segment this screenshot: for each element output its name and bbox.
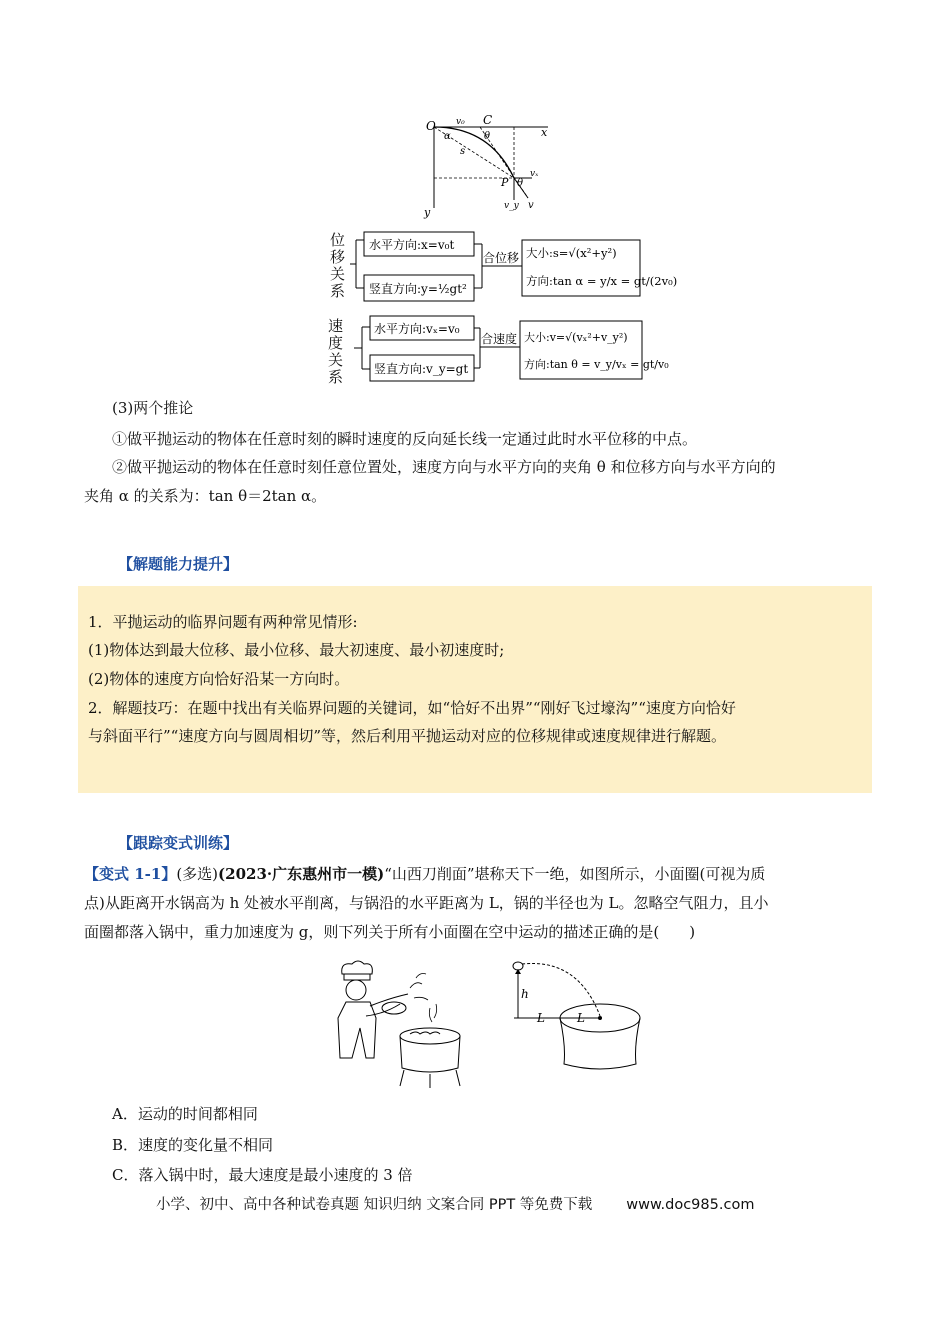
section-heading-problem-solving: 【解题能力提升】	[118, 555, 239, 573]
problem-line-1	[84, 864, 765, 884]
tip-line-2: (1)物体达到最大位移、最小位移、最大初速度、最小初速度时;	[88, 641, 505, 659]
option-c: C．落入锅中时，最大速度是最小速度的 3 倍	[112, 1166, 413, 1184]
fig-label-L1: L	[537, 1011, 545, 1025]
problem-tag: 【变式 1-1】	[84, 865, 177, 883]
velocity-direction: 方向:tan θ = v_y/vₓ = gt/v₀	[524, 358, 669, 371]
label-v: v	[528, 200, 534, 211]
footer	[156, 1193, 754, 1214]
velocity-combine: 合速度	[481, 332, 518, 346]
velocity-vertical: 竖直方向:v_y=gt	[374, 362, 469, 376]
displacement-vertical: 竖直方向:y=½gt²	[369, 282, 467, 296]
section-heading-practice: 【跟踪变式训练】	[118, 834, 239, 852]
problem-multi: (多选)	[176, 865, 219, 883]
label-O: O	[426, 119, 436, 133]
velocity-relation-chart	[326, 313, 669, 385]
displacement-relation-chart	[326, 230, 678, 302]
label-alpha: α	[444, 131, 451, 142]
label-P: P	[501, 176, 509, 189]
footer-url[interactable]: www.doc985.com	[626, 1197, 755, 1213]
displacement-magnitude: 大小:s=√(x²+y²)	[526, 246, 617, 260]
inference-item-2-line-1: ②做平抛运动的物体在任意时刻任意位置处，速度方向与水平方向的夹角 θ 和位移方向与水平方向的	[112, 458, 776, 476]
tip-line-4: 2．解题技巧：在题中找出有关临界问题的关键词，如“恰好不出界”“刚好飞过壕沟”“速度方向恰好	[88, 699, 736, 717]
option-b: B．速度的变化量不相同	[112, 1136, 274, 1154]
inference-item-1: ①做平抛运动的物体在任意时刻的瞬时速度的反向延长线一定通过此时水平位移的中点。	[112, 430, 698, 448]
label-v0: v₀	[456, 117, 465, 127]
problem-line-2: 点)从距离开水锅高为 h 处被水平削离，与锅沿的水平距离为 L，锅的半径也为 L。忽略空气阻力，且小	[84, 894, 769, 912]
tip-line-1: 1．平抛运动的临界问题有两种常见情形:	[88, 613, 358, 631]
inference-title: (3)两个推论	[112, 399, 194, 417]
label-vx: vₓ	[530, 169, 539, 179]
displacement-horizontal: 水平方向:x=v₀t	[369, 238, 455, 252]
velocity-magnitude: 大小:v=√(vₓ²+v_y²)	[524, 331, 628, 344]
velocity-horizontal: 水平方向:vₓ=v₀	[374, 322, 460, 336]
label-y: y	[424, 206, 431, 219]
label-s: s	[460, 146, 466, 157]
label-vy: v_y	[504, 201, 519, 211]
problem-line-1-rest: “山西刀削面”堪称天下一绝，如图所示，小面圈(可视为质	[384, 865, 766, 883]
tip-line-5: 与斜面平行”“速度方向与圆周相切”等，然后利用平抛运动对应的位移规律或速度规律进行解题。	[88, 727, 727, 745]
footer-text: 小学、初中、高中各种试卷真题 知识归纳 文案合同 PPT 等免费下载	[156, 1197, 593, 1213]
displacement-combine: 合位移	[483, 251, 520, 265]
problem-source: (2023·广东惠州市一模)	[218, 865, 385, 883]
tips-box	[78, 586, 872, 793]
option-a: A．运动的时间都相同	[112, 1105, 258, 1123]
label-C: C	[483, 113, 493, 127]
projectile-diagram	[420, 112, 560, 222]
displacement-direction: 方向:tan α = y/x = gt/(2v₀)	[526, 274, 678, 288]
displacement-title: 位移关系	[330, 231, 346, 300]
tip-line-3: (2)物体的速度方向恰好沿某一方向时。	[88, 670, 350, 688]
pot-geometry-figure	[508, 958, 644, 1082]
label-theta: θ	[484, 131, 491, 142]
label-theta2: θ	[517, 178, 524, 189]
velocity-title: 速度关系	[328, 317, 344, 386]
chef-illustration	[330, 958, 470, 1090]
fig-label-L2: L	[577, 1011, 585, 1025]
inference-item-2-line-2: 夹角 α 的关系为：tan θ＝2tan α。	[84, 487, 327, 505]
label-x: x	[541, 126, 548, 139]
fig-label-h: h	[521, 987, 529, 1001]
problem-line-3: 面圈都落入锅中，重力加速度为 g，则下列关于所有小面圈在空中运动的描述正确的是( )	[84, 923, 696, 941]
